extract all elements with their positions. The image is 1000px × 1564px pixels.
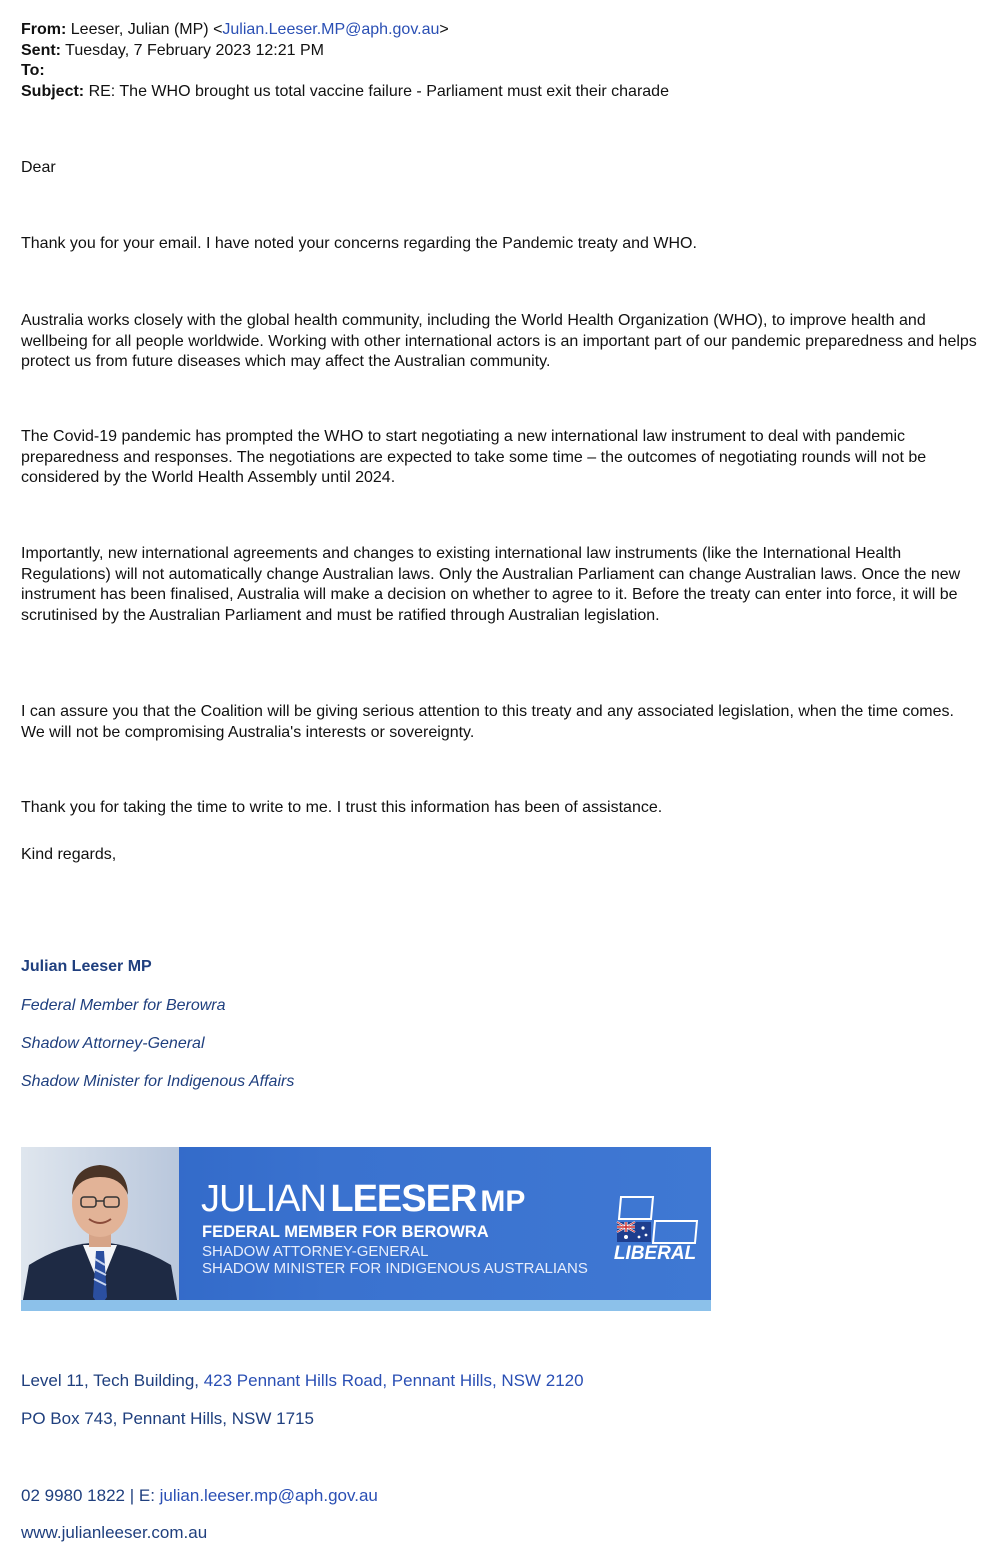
sent-label: Sent: [21, 41, 61, 59]
phone-email-line [21, 1486, 378, 1506]
banner-suffix: MP [480, 1185, 526, 1218]
banner-first-name: JULIAN [201, 1178, 326, 1220]
banner-last-name: LEESER [330, 1178, 477, 1220]
greeting: Dear [21, 159, 56, 176]
body-paragraph: The Covid-19 pandemic has prompted the WHO to start negotiating a new international law instrument to deal with pandemic preparedness and responses. The negotiations are expected to take some time – the outcomes of negotiating rounds will not be considered by the World Health Assembly until 2024. [21, 428, 927, 486]
liberal-party-logo [611, 1195, 701, 1265]
po-box: PO Box 743, Pennant Hills, NSW 1715 [21, 1409, 314, 1428]
address-link[interactable]: 423 Pennant Hills Road, Pennant Hills, NSW 2120 [203, 1371, 584, 1390]
to-row [21, 61, 669, 82]
signature-role: Shadow Minister for Indigenous Affairs [21, 1073, 295, 1090]
phone: 02 9980 1822 | E: [21, 1486, 160, 1505]
banner-role-line: SHADOW MINISTER FOR INDIGENOUS AUSTRALIANS [202, 1260, 588, 1277]
body-paragraph: Thank you for your email. I have noted your concerns regarding the Pandemic treaty and WHO. [21, 235, 697, 252]
sent-row [21, 41, 669, 62]
sent-value: Tuesday, 7 February 2023 12:21 PM [65, 41, 324, 59]
email-header [21, 20, 669, 102]
subject-row [21, 82, 669, 103]
signature-role: Federal Member for Berowra [21, 997, 226, 1014]
address-line [21, 1371, 584, 1391]
contact-email-link[interactable]: julian.leeser.mp@aph.gov.au [159, 1486, 378, 1505]
address-prefix: Level 11, Tech Building, [21, 1371, 204, 1390]
from-email-link[interactable]: Julian.Leeser.MP@aph.gov.au [222, 21, 440, 38]
banner-seat: FEDERAL MEMBER FOR BEROWRA [202, 1223, 489, 1241]
portrait-image [21, 1147, 179, 1311]
signature-role: Shadow Attorney-General [21, 1035, 205, 1052]
signature-banner [21, 1147, 711, 1311]
from-close: > [439, 21, 449, 38]
from-label: From: [21, 21, 67, 38]
liberal-logo-text: LIBERAL [613, 1243, 697, 1264]
body-paragraph: Importantly, new international agreements and changes to existing international law instruments (like the International Health Regulations) will not automatically change Australian laws. Only the Australian Parliament can change Australian laws. Once the new instrument has been finalised, Australia will make a decision on whether to agree to it. Before the treaty can enter into force, it will be scrutinised by the Australian Parliament and must be ratified through Australian legislation. [21, 545, 961, 624]
subject-value: RE: The WHO brought us total vaccine failure - Parliament must exit their charade [88, 82, 669, 100]
banner-title [201, 1179, 525, 1227]
website-link[interactable]: www.julianleeser.com.au [21, 1523, 208, 1542]
banner-strip [21, 1300, 711, 1311]
banner-role-line: SHADOW ATTORNEY-GENERAL [202, 1243, 429, 1260]
subject-label: Subject: [21, 82, 85, 100]
closing: Kind regards, [21, 846, 117, 863]
to-label: To: [21, 62, 45, 79]
from-row [21, 20, 669, 41]
signature-name: Julian Leeser MP [21, 958, 152, 975]
body-paragraph: I can assure you that the Coalition will be giving serious attention to this treaty and any associated legislation, when the time comes. We will not be compromising Australia's interests or sovereignty. [21, 703, 954, 741]
body-paragraph: Thank you for taking the time to write to me. I trust this information has been of assistance. [21, 799, 663, 816]
from-name: Leeser, Julian (MP) < [70, 21, 223, 38]
body-paragraph: Australia works closely with the global health community, including the World Health Organization (WHO), to improve health and wellbeing for all people worldwide. Working with other international actors is an important part of our pandemic preparedness and helps protect us from future diseases which may affect the Australian community. [21, 312, 977, 370]
